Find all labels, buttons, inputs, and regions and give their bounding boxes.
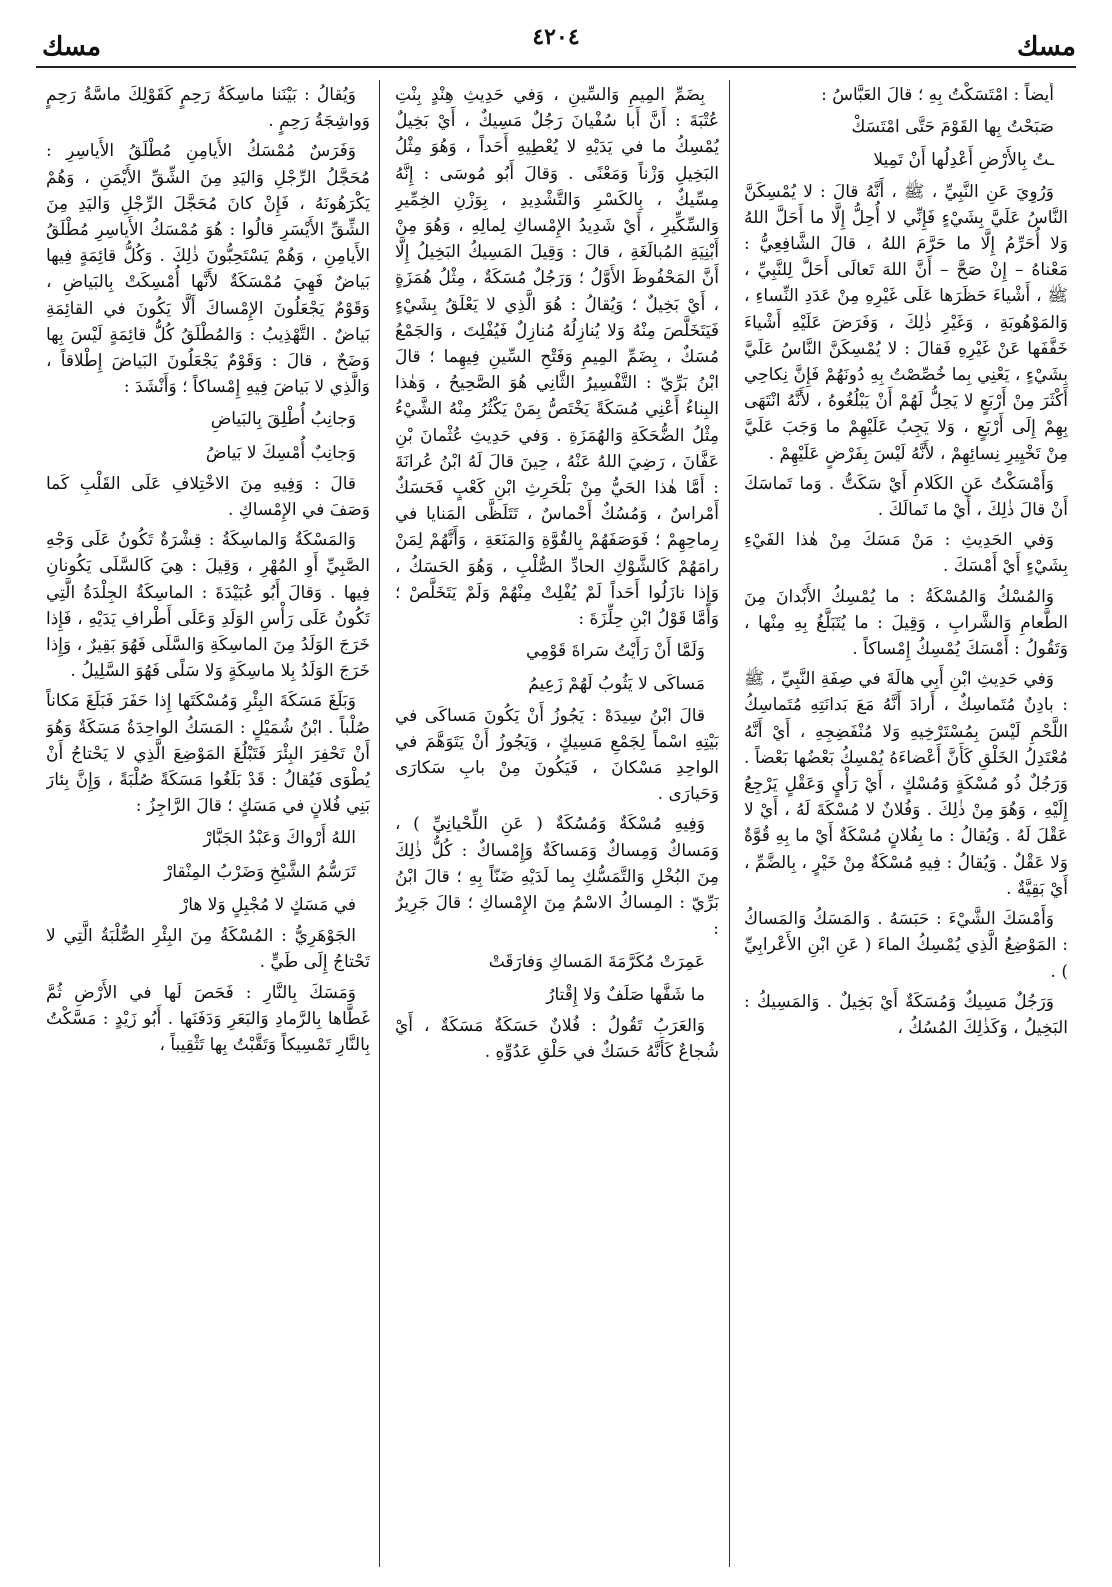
page-number: ٤٢٠٤	[532, 24, 580, 50]
verse	[395, 947, 719, 977]
verse-hemistich: صَبَحْتُ بِها القَوْمَ حَتَّى امْتَسَكْ	[851, 117, 1054, 138]
paragraph: وَأَمْسَكْتُ عَنِ الكَلامِ أَيْ سَكَتُّ . وَما تَماسَكَ أَنْ قالَ ذٰلِكَ ، أَيْ ما تَمالَكَ .	[744, 473, 1068, 521]
paragraph: الجَوْهَرِيُّ : المُسْكَةُ مِنَ البِئْرِ الصُّلْبَةُ الَّتِي لا تَحْتاجُ إِلَى طَيٍّ .	[46, 926, 370, 973]
verse-hemistich: تَرَسُّمُ الشَّيْخِ وَضَرْبُ المِنْقارْ	[164, 861, 356, 882]
paragraph: وَفَرَسٌ مُمْسَكُ الأَيامِنِ مُطْلَقُ الأَياسِرِ : مُحَجَّلُ الرِّجْلِ وَاليَدِ مِنَ الشِّقِّ الأَيْمَنِ ، وَهُمْ يَكْرَهُونَهُ ، فَإِنْ كانَ مُحَجَّلَ الرِّجْلِ وَاليَدِ مِنَ الشِّقِّ الأَيْسَرِ قالُوا : هُوَ مُمْسَكُ الأَياسِرِ مُطْلَقُ الأَيامِنِ ، وَهُمْ يَسْتَحِبُّونَ ذٰلِكَ . وَكُلُّ قائِمَةٍ فِيها بَياضٌ فَهِيَ مُمْسَكَةٌ لأَنَّها أُمْسِكَتْ بِالبَياضِ ، وَقَوْمٌ يَجْعَلُونَ الإِمْساكَ أَلَّا يَكُونَ في القائِمَةِ بَياضٌ . التَّهْذِيبُ : وَالمُطْلَقُ كُلُّ قائِمَةٍ لَيْسَ بِها وَضَحٌ ، قالَ : وَقَوْمٌ يَجْعَلُونَ البَياضَ إِطْلاقاً ، وَالَّذِي لا بَياضَ فِيهِ إِمْساكاً ؛ وَأَنْشَدَ :	[46, 141, 370, 398]
verse-hemistich: وَجانِبُ أُطْلِقَ بِالبَياضِ	[210, 409, 356, 430]
headword-left: مسك	[42, 32, 102, 62]
verse	[744, 112, 1068, 142]
verse-hemistich: وَلَمَّا أَنْ رَأَيْتُ سَراةَ قَوْمِي	[525, 641, 705, 662]
paragraph: وَمَسَكَ بِالنَّارِ : فَحَصَ لَها في الأَرْضِ ثُمَّ غَطَّاها بِالرَّمادِ وَالبَعَرِ وَدَفَنَها . أَبُو زَيْدٍ : مَسَّكْتُ بِالنَّارِ تَمْسِيكاً وَتَقَّبْتُ بِها تَثْقِيباً ،	[46, 982, 370, 1055]
verse	[46, 857, 370, 887]
paragraph: وَرَجُلٌ مَسِيكٌ وَمُسَكَةٌ أَيْ بَخِيلٌ . وَالمَسِيكُ : البَخِيلُ ، وَكَذٰلِكَ المُسُكُ ،	[744, 991, 1068, 1038]
paragraph: وَالمُسْكُ وَالمُسْكَةُ : ما يُمْسِكُ الأَبْدانَ مِنَ الطَّعامِ وَالشَّرابِ ، وَقِيلَ : ما يُتَبَلَّغُ بِهِ مِنْها ، وَتَقُولُ : أَمْسَكَ يُمْسِكُ إِمْساكاً .	[744, 586, 1068, 660]
paragraph: وَرُوِيَ عَنِ النَّبِيِّ ، ﷺ ، أَنَّهُ قالَ : لا يُمْسِكَنَّ النَّاسُ عَلَيَّ بِشَيْءٍ فَإِنِّي لا أُحِلُّ إِلَّا ما أَحَلَّ اللهُ وَلا أُحَرِّمُ إِلَّا ما حَرَّمَ اللهُ ، قالَ الشَّافِعِيُّ : مَعْناهُ – إِنْ صَحَّ – أَنَّ اللهَ تَعالَى أَحَلَّ لِلنَّبِيِّ ، ﷺ ، أَشْياءَ حَظَرَها عَلَى غَيْرِهِ مِنْ عَدَدِ النِّساءِ ، وَالمَوْهُوبَةِ ، وَغَيْرِ ذٰلِكَ ، وَفَرَضَ عَلَيْهِ أَشْياءَ خَفَّفَها عَنْ غَيْرِهِ فَقالَ : لا يُمْسِكَنَّ النَّاسُ عَلَيَّ بِشَيْءٍ ، يَعْنِي بِما خُصِّصْتُ بِهِ دُونَهُمْ فَإِنَّ نِكاحِي أَكْثَرَ مِنْ أَرْبَعٍ لا يَحِلُّ لَهُمْ أَنْ يَبْلُغُوهُ ، لأَنَّهُ انْتَهَى بِهِمْ إِلَى أَرْبَعٍ ، وَلا يَجِبُ عَلَيْهِمْ ما وَجَبَ عَلَيَّ مِنْ تَخْيِيرِ نِسائِهِمْ ، لأَنَّهُ لَيْسَ بِفَرْضٍ عَلَيْهِمْ .	[744, 181, 1068, 464]
paragraph: وَفِيهِ مُسْكَةٌ وَمُسُكَةٌ ( عَنِ اللِّحْيانِيِّ ) ، وَمَساكٌ وَمِساكٌ وَمَساكَةٌ وَإِمْساكٌ : كُلُّ ذٰلِكَ مِنَ البُخْلِ وَالتَّمَسُّكِ بِما لَدَيْهِ ضَنّاً بِهِ ؛ قالَ ابْنُ بَرِّيّ : المِساكُ الاسْمُ مِنَ الإِمْساكِ ؛ قالَ جَرِيرٌ :	[395, 814, 719, 940]
verse-hemistich: اللهُ أَرْواكَ وَعَبْدُ الجَبَّارْ	[203, 828, 356, 849]
paragraph: بِضَمِّ المِيمِ وَالسِّينِ ، وَفي حَدِيثِ هِنْدٍ بِنْتِ عُتْبَةَ : أَنَّ أَبا سُفْيانَ رَجُلٌ مَسِيكٌ ، أَيْ بَخِيلٌ يُمْسِكُ ما في يَدَيْهِ لا يُعْطِيهِ أَحَداً ، وَهُوَ مِثْلُ البَخِيلِ وَزْناً وَمَعْنًى . وَقالَ أَبُو مُوسَى : إِنَّهُ مِسِّيكٌ ، بِالكَسْرِ وَالتَّشْدِيدِ ، بِوَزْنِ الخِمِّيرِ وَالسِّكِّيرِ ، أَيْ شَدِيدُ الإِمْساكِ لِمالِهِ ، وَهُوَ مِنْ أَبْنِيَةِ المُبالَغَةِ ، قالَ : وَقِيلَ المَسِيكُ البَخِيلُ إِلَّا أَنَّ المَحْفُوظَ الأَوَّلُ ؛ وَرَجُلٌ مُسَكَةٌ ، مِثْلُ هُمَزَةٍ ، أَيْ بَخِيلٌ ؛ وَيُقالُ : هُوَ الَّذِي لا يَعْلَقُ بِشَيْءٍ فَيَتَخَلَّصَ مِنْهُ وَلا يُنازِلُهُ مُنازِلٌ فَيُفْلِتَ ، وَالجَمْعُ مُسَكٌ ، بِضَمِّ المِيمِ وَفَتْحِ السِّينِ فِيهِما ؛ قالَ ابْنُ بَرِّيّ : التَّفْسِيرُ الثَّانِي هُوَ الصَّحِيحُ ، وَهٰذا البِناءُ أَعْنِي مُسَكَةً يَخْتَصُّ بِمَنْ يَكْثُرُ مِنْهُ الشَّيْءُ مِثْلُ الضُّحَكَةِ وَالهُمَزَةِ . وَفي حَدِيثِ عُثْمانَ بْنِ عَفَّانَ ، رَضِيَ اللهُ عَنْهُ ، حِينَ قالَ لَهُ ابْنُ عُرانَةَ : أَمَّا هٰذا الحَيُّ مِنْ بَلْحَرِثِ ابْنِ كَعْبٍ فَحَسَكٌ أَمْراسٌ ، وَمُسُكٌ أَحْماسٌ ، تَتَلَظَّى المَنايا في رِماحِهِمْ ؛ فَوَصَفَهُمْ بِالقُوَّةِ وَالمَنَعَةِ ، وَأَنَّهُمْ لِمَنْ رامَهُمْ كَالشَّوْكِ الحادِّ الصُّلْبِ ، وَهُوَ الحَسَكُ ، وَإِذا نازَلُوا أَحَداً لَمْ يُفْلِتْ مِنْهُمْ وَلَمْ يَتَخَلَّصْ ؛ وَأَمَّا قَوْلُ ابْنِ حِلِّزَةَ :	[395, 85, 719, 630]
verse-hemistich: عَمِرَتْ مُكَرَّمَةَ المَساكِ وَفارَقَتْ	[488, 951, 705, 972]
verse	[46, 823, 370, 853]
header-rule	[36, 66, 1076, 68]
text-column-middle	[395, 82, 719, 1569]
column-divider-2	[379, 80, 380, 1567]
verse	[46, 438, 370, 468]
column-divider-1	[729, 80, 730, 1567]
paragraph: أَيضاً : امْتَسَكْتُ بِهِ ؛ قالَ العَبَّاسُ :	[821, 85, 1054, 105]
paragraph: وَبَلَغَ مَسَكَةَ البِئْرِ وَمُسْكَتَها إِذا حَفَرَ فَبَلَغَ مَكاناً صُلْباً . ابْنُ شُمَيْلٍ : المَسَكُ الواحِدَةُ مَسَكَةٌ وَهُوَ أَنْ تَحْفِرَ البِئْرَ فَتَبْلُغَ المَوْضِعَ الَّذِي لا يَحْتاجُ أَنْ يُطْوَى فَيُقالُ : قَدْ بَلَغُوا مَسَكَةً صُلْبَةً ، وَإِنَّ بِئارَ بَنِي فُلانٍ في مَسَكٍ ؛ قالَ الرَّاجِزُ :	[46, 691, 370, 817]
headword-right: مسك	[1016, 32, 1076, 62]
verse	[395, 669, 719, 699]
verse-hemistich: وَجانِبٌ أُمْسِكَ لا بَياضُ	[205, 442, 356, 463]
paragraph: وَفي حَدِيثِ ابْنِ أَبِي هالَةَ في صِفَةِ النَّبِيِّ ، ﷺ : بادِنٌ مُتَماسِكٌ ، أَرادَ أَنَّهُ مَعَ بَدانَتِهِ مُتَماسِكُ اللَّحْمِ لَيْسَ بِمُسْتَرْخِيهِ وَلا مُنْفَضِجِهِ ، أَيْ أَنَّهُ مُعْتَدِلُ الخَلْقِ كَأَنَّ أَعْضاءَهُ يُمْسِكُ بَعْضُها بَعْضاً . وَرَجُلٌ ذُو مُسْكَةٍ وَمُسْكٍ ، أَيْ رَأْيٍ وَعَقْلٍ يَرْجِعُ إِلَيْهِ ، وَهُوَ مِنْ ذٰلِكَ . وَفُلانٌ لا مُسْكَةَ لَهُ ، أَيْ لا عَقْلَ لَهُ . وَيُقالُ : ما بِفُلانٍ مُسْكَةٌ أَيْ ما بِهِ قُوَّةٌ وَلا عَقْلٌ . وَيُقالُ : فِيهِ مُسْكَةٌ مِنْ خَيْرٍ ، بِالضَّمِّ ، أَيْ بَقِيَّةٌ .	[744, 669, 1068, 899]
verse	[744, 145, 1068, 175]
verse-hemistich: ما شَفَّها صَلَفٌ وَلا إِقْتارُ	[546, 984, 705, 1005]
verse-hemistich: ـتُ بِالأَرْضِ أَعْدِلُها أَنْ تَمِيلا	[873, 150, 1054, 171]
paragraph: وَالمَسْكَةُ وَالماسِكَةُ : قِشْرَةٌ تَكُونُ عَلَى وَجْهِ الصَّبِيِّ أَوِ المُهْرِ ، وَقِيلَ : هِيَ كَالسَّلَى يَكُونانِ فِيها . وَقالَ أَبُو عُبَيْدَةَ : الماسِكَةُ الجِلْدَةُ الَّتِي تَكُونُ عَلَى رَأْسِ الوَلَدِ وَعَلَى أَطْرافِ يَدَيْهِ ، فَإِذا خَرَجَ الوَلَدُ مِنَ الماسِكَةِ وَالسَّلَى فَهُوَ بَقِيرٌ ، وَإِذا خَرَجَ الوَلَدُ بِلا ماسِكَةٍ وَلا سَلًى فَهُوَ السَّلِيلُ .	[46, 530, 370, 682]
paragraph: وَيُقالُ : بَيْنَنا ماسِكَةُ رَحِمٍ كَقَوْلِكَ ماسَّةُ رَحِمٍ وَواشِجَةُ رَحِمٍ .	[46, 85, 370, 132]
verse-hemistich: في مَسَكٍ لا مُجْبِلٍ وَلا هارْ	[180, 894, 356, 915]
paragraph: قالَ : وَفِيهِ مِنَ الاخْتِلافِ عَلَى القَلْبِ كَما وَصَفَ في الإِمْساكِ .	[46, 473, 370, 521]
paragraph: وَفي الحَدِيثِ : مَنْ مَسَكَ مِنْ هٰذا الفَيْءِ بِشَيْءٍ أَيْ أَمْسَكَ .	[744, 530, 1068, 577]
text-column-left	[46, 82, 370, 1569]
paragraph: قالَ ابْنُ سِيدَهْ : يَجُوزُ أَنْ يَكُونَ مَساكَى في بَيْتِهِ اسْماً لِجَمْعِ مَسِيكٍ ، وَيَجُوزُ أَنْ يَتَوَهَّمَ في الواحِدِ مَسْكانَ ، فَيَكُونَ مِنْ بابِ سَكارَى وَحَيارَى .	[395, 705, 719, 805]
verse-hemistich: مَساكَى لا يَثُوبُ لَهُمْ زَعِيمُ	[528, 674, 705, 695]
verse	[395, 980, 719, 1010]
verse	[46, 404, 370, 434]
paragraph: وَأَمْسَكَ الشَّيْءَ : حَبَسَهُ . وَالمَسَكُ وَالمَساكُ : المَوْضِعُ الَّذِي يُمْسِكُ الماءَ ( عَنِ ابْنِ الأَعْرابِيِّ ) .	[744, 909, 1068, 982]
verse	[395, 636, 719, 666]
paragraph: وَالعَرَبُ تَقُولُ : فُلانٌ حَسَكَةٌ مَسَكَةٌ ، أَيْ شُجاعٌ كَأَنَّهُ حَسَكٌ في حَلْقِ عَدُوِّهِ .	[395, 1015, 719, 1063]
page-header	[36, 22, 1076, 72]
text-column-right	[744, 82, 1068, 1569]
verse	[46, 890, 370, 920]
